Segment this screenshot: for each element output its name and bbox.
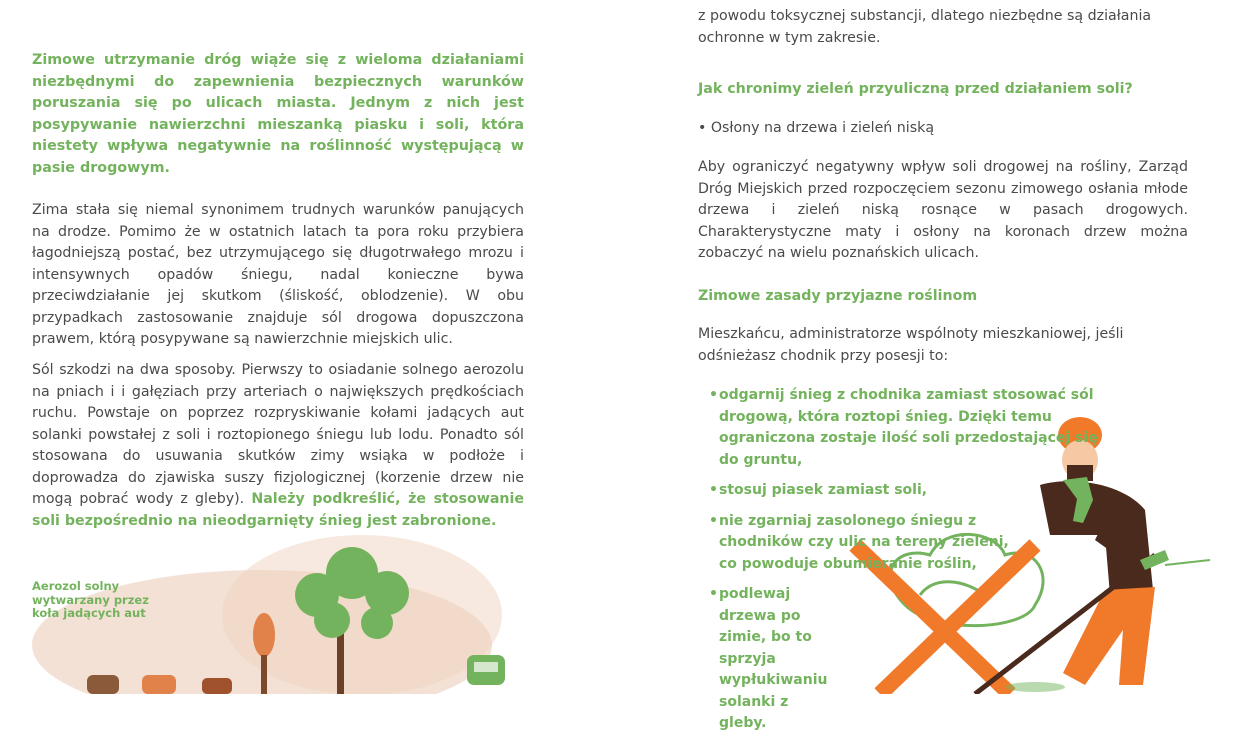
heading-protecting-greenery: Jak chronimy zieleń przyuliczną przed działaniem soli? xyxy=(698,81,1133,97)
intro-paragraph: Zimowe utrzymanie dróg wiąże się z wieloma działaniami niezbędnymi do zapewnienia bezpiecznych warunków poruszania się po ulicach miasta. Jednym z nich jest posypywanie nawierzchni mieszanką piasku i soli, która niestety wpływa negatywnie na roślinność występującą w pasie drogowym. xyxy=(32,52,524,176)
winter-tips-list xyxy=(709,385,1129,744)
tip-use-sand: • stosuj piasek zamiast soli, xyxy=(709,480,1109,502)
tip-shovel-snow: • odgarnij śnieg z chodnika zamiast stosować sól drogową, która roztopi śnieg. Dzięki temu ograniczona zostaje ilość soli przedostającej się do gruntu, xyxy=(709,385,1109,471)
paragraph-salt-damage xyxy=(32,360,524,532)
aerosol-caption: Aerozol solny wytwarzany przez koła jadących aut xyxy=(32,579,149,620)
paragraph-winter-conditions: Zima stała się niemal synonimem trudnych warunków panujących na drodze. Pomimo że w ostatnich latach ta pora roku przybiera łagodniejszą postać, bez utrzymującego się długotrwałego mrozu i intensywnych opadów śniegu, nadal konieczne bywa przeciwdziałanie jej skutkom (śliskość, oblodzenie). W obu przypadkach zastosowanie znajduje sól drogowa dopuszczona prawem, którą posypywane są nawierzchnie miejskich ulic. xyxy=(32,202,524,347)
top-fragment-text: z powodu toksycznej substancji, dlatego niezbędne są działania ochronne w tym zakresie. xyxy=(698,8,1152,46)
tip-water-trees: • podlewaj drzewa po zimie, bo to sprzyja wypłukiwaniu solanki z gleby. xyxy=(709,584,829,735)
heading-winter-rules: Zimowe zasady przyjazne roślinom xyxy=(698,288,978,304)
salt-damage-text: Sól szkodzi na dwa sposoby. Pierwszy to osiadanie solnego aerozolu na pniach i i gałęziach przy arteriach o największych prędkościach ruchu. Powstaje on poprzez rozpryskiwanie kołami jadących aut solanki powstałej z soli i roztopionego śniegu lub lodu. Ponadto sól stosowana do usuwania skutków zimy wsiąka w podłoże i doprowadza do zjawiska suszy fizjologicznej (korzenie drzew nie mogą pobrać wody z gleby). xyxy=(32,362,524,507)
tip-no-salty-snow-on-greenery: • nie zgarniaj zasolonego śniegu z chodników czy ulic na tereny zieleni, co powoduje obumieranie roślin, xyxy=(709,511,1019,576)
bullet-covers: • Osłony na drzewa i zieleń niską xyxy=(698,120,935,136)
salt-warning-emphasis: Należy podkreślić, że stosowanie soli bezpośrednio na nieodgarnięty śnieg jest zabronione. xyxy=(32,491,525,529)
paragraph-resident-intro: Mieszkańcu, administratorze wspólnoty mieszkaniowej, jeśli odśnieżasz chodnik przy posesji to: xyxy=(698,326,1124,364)
paragraph-zdm-covers: Aby ograniczyć negatywny wpływ soli drogowej na rośliny, Zarząd Dróg Miejskich przed rozpoczęciem sezonu zimowego osłania młode drzewa i zieleń niską rosnące w pasach drogowych. Charakterystyczne maty i osłony na koronach drzew można zobaczyć na wielu poznańskich ulicach. xyxy=(698,159,1188,261)
